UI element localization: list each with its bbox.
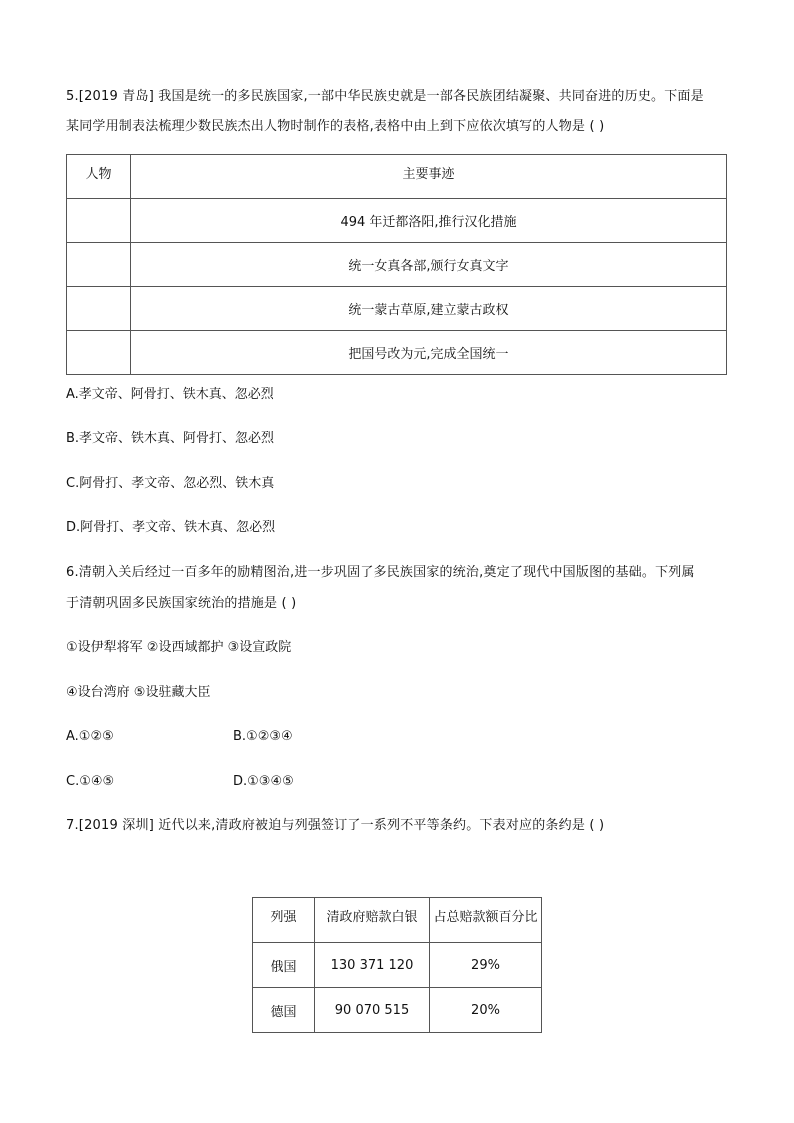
q6-items-line1: ①设伊犁将军 ②设西域都护 ③设宣政院 [66,640,292,655]
q6-option-b[interactable]: B.①②③④ [233,729,293,744]
q6-option-a[interactable]: A.①②⑤ [66,729,114,744]
q7-stem: 7.[2019 深圳] 近代以来,清政府被迫与列强签订了一系列不平等条约。下表对应的条约是 ( ) [66,818,605,833]
q6-stem-line2: 于清朝巩固多民族国家统治的措施是 ( ) [66,596,297,611]
event-cell: 494 年迁都洛阳,推行汉化措施 [131,199,727,243]
person-cell [67,243,131,287]
person-cell [67,331,131,375]
percent-cell: 29% [430,943,542,988]
table-row [67,287,727,331]
table-row [253,943,542,988]
q5-stem-line1: 5.[2019 青岛] 我国是统一的多民族国家,一部中华民族史就是一部各民族团结凝聚、共同奋进的历史。下面是 [66,89,704,104]
event-cell: 把国号改为元,完成全国统一 [131,331,727,375]
q5-option-b[interactable]: B.孝文帝、铁木真、阿骨打、忽必烈 [66,431,275,446]
q5-option-c[interactable]: C.阿骨打、孝文帝、忽必烈、铁木真 [66,476,275,491]
header-country: 列强 [253,898,315,943]
table-row [67,243,727,287]
q6-items-line2: ④设台湾府 ⑤设驻藏大臣 [66,685,211,700]
q5-table [66,154,727,375]
person-cell [67,199,131,243]
table-header-row [67,155,727,199]
table-row [67,199,727,243]
q6-stem-line1: 6.清朝入关后经过一百多年的励精图治,进一步巩固了多民族国家的统治,奠定了现代中国版图的基础。下列属 [66,565,695,580]
header-person: 人物 [67,155,131,199]
country-cell: 俄国 [253,943,315,988]
q6-option-d[interactable]: D.①③④⑤ [233,774,294,789]
percent-cell: 20% [430,988,542,1033]
silver-cell: 130 371 120 [315,943,430,988]
q7-table [252,897,542,1033]
table-header-row [253,898,542,943]
q5-option-d[interactable]: D.阿骨打、孝文帝、铁木真、忽必烈 [66,520,276,535]
silver-cell: 90 070 515 [315,988,430,1033]
header-silver: 清政府赔款白银 [315,898,430,943]
person-cell [67,287,131,331]
event-cell: 统一蒙古草原,建立蒙古政权 [131,287,727,331]
header-percent: 占总赔款额百分比 [430,898,542,943]
q5-stem-line2: 某同学用制表法梳理少数民族杰出人物时制作的表格,表格中由上到下应依次填写的人物是 ( ) [66,119,605,134]
q5-option-a[interactable]: A.孝文帝、阿骨打、铁木真、忽必烈 [66,387,274,402]
table-row [67,331,727,375]
q6-option-c[interactable]: C.①④⑤ [66,774,115,789]
table-row [253,988,542,1033]
country-cell: 德国 [253,988,315,1033]
event-cell: 统一女真各部,颁行女真文字 [131,243,727,287]
header-event: 主要事迹 [131,155,727,199]
